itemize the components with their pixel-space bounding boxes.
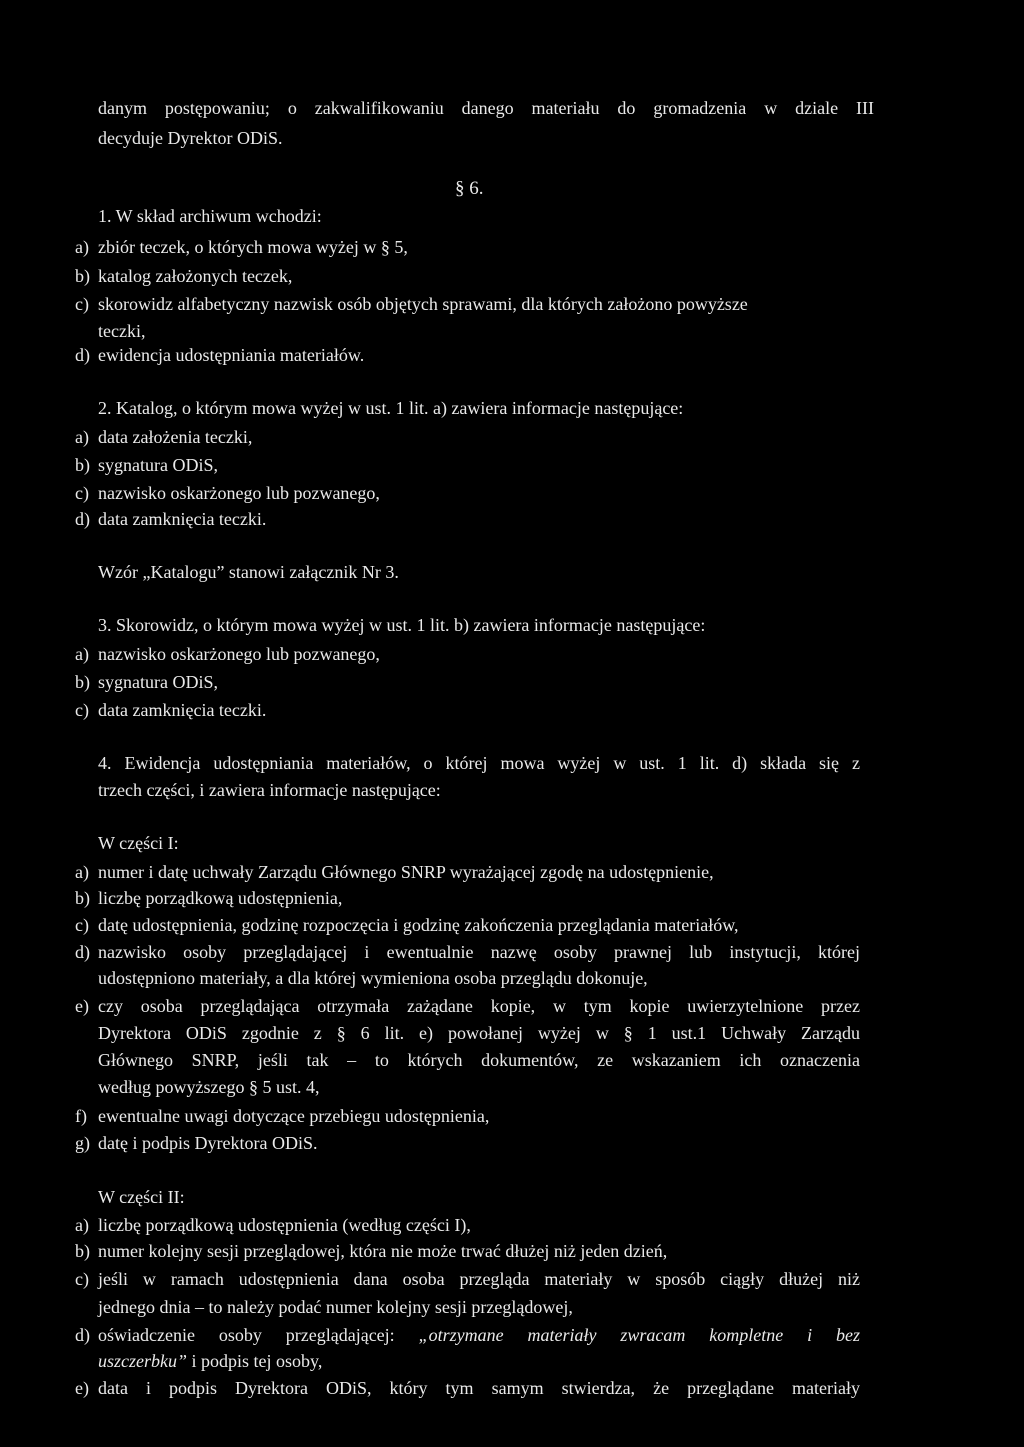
part2-item-c-line-2: jednego dnia – to należy podać numer kolejny sesji przeglądowej,	[98, 1297, 573, 1317]
part1-item-e-line-2: Dyrektora ODiS zgodnie z § 6 lit. e) powołanej wyżej w § 1 ust.1 Uchwały Zarządu	[98, 1023, 860, 1043]
part2-item-c-label: c)	[75, 1269, 89, 1289]
part2-item-a-text: liczbę porządkową udostępnienia (według części I),	[98, 1215, 471, 1235]
p2-item-b-label: b)	[75, 455, 90, 475]
part2-item-a-label: a)	[75, 1215, 89, 1235]
p2-item-c-text: nazwisko oskarżonego lub pozwanego,	[98, 483, 380, 503]
part1-item-e-line-4: według powyższego § 5 ust. 4,	[98, 1077, 320, 1097]
part2-item-d-quote-start: „otrzymane materiały zwracam kompletne i bez	[418, 1325, 861, 1345]
part2-item-d-rest: i podpis tej osoby,	[187, 1351, 323, 1371]
part2-item-b-text: numer kolejny sesji przeglądowej, która nie może trwać dłużej niż jeden dzień,	[98, 1241, 668, 1261]
part1-heading: W części I:	[98, 833, 179, 853]
part2-item-c-line-1: jeśli w ramach udostępnienia dana osoba przegląda materiały w sposób ciągły dłużej niż	[98, 1269, 860, 1289]
part2-item-d-prefix: oświadczenie osoby przeglądającej:	[98, 1325, 419, 1345]
p3-item-a-text: nazwisko oskarżonego lub pozwanego,	[98, 644, 380, 664]
p2-item-c-label: c)	[75, 483, 89, 503]
p1-item-d-label: d)	[75, 345, 90, 365]
p4-intro-line-1: 4. Ewidencja udostępniania materiałów, o której mowa wyżej w ust. 1 lit. d) składa się z	[98, 753, 860, 773]
part2-item-d-line-1	[98, 1324, 860, 1346]
part2-item-e-text: data i podpis Dyrektora ODiS, który tym samym stwierdza, że przeglądane materiały	[98, 1378, 860, 1398]
p1-item-b-text: katalog założonych teczek,	[98, 266, 293, 286]
p1-item-c-text-cont: teczki,	[98, 321, 146, 341]
p1-intro: 1. W skład archiwum wchodzi:	[98, 206, 322, 226]
part2-item-d-quote-end: uszczerbku”	[98, 1351, 187, 1371]
part1-item-d-line-1: nazwisko osoby przeglądającej i ewentualnie nazwę osoby prawnej lub instytucji, której	[98, 942, 860, 962]
part2-item-e-label: e)	[75, 1378, 89, 1398]
p2-item-d-text: data zamknięcia teczki.	[98, 509, 267, 529]
p3-item-c-text: data zamknięcia teczki.	[98, 700, 267, 720]
part1-item-g-label: g)	[75, 1133, 90, 1153]
p1-item-c-text: skorowidz alfabetyczny nazwisk osób objętych sprawami, dla których założono powyższe	[98, 294, 748, 314]
part2-item-d-line-2	[98, 1350, 322, 1372]
p2-item-a-text: data założenia teczki,	[98, 427, 253, 447]
part1-item-e-label: e)	[75, 996, 89, 1016]
intro-line-1: danym postępowaniu; o zakwalifikowaniu danego materiału do gromadzenia w dziale III	[98, 98, 874, 118]
p3-intro: 3. Skorowidz, o którym mowa wyżej w ust. 1 lit. b) zawiera informacje następujące:	[98, 615, 706, 635]
part1-item-c-text: datę udostępnienia, godzinę rozpoczęcia i godzinę zakończenia przeglądania materiałów,	[98, 915, 739, 935]
part1-item-f-label: f)	[75, 1106, 87, 1126]
part1-item-b-text: liczbę porządkową udostępnienia,	[98, 888, 343, 908]
section-heading: § 6.	[455, 178, 484, 199]
part2-heading: W części II:	[98, 1187, 185, 1207]
part1-item-a-text: numer i datę uchwały Zarządu Głównego SNRP wyrażającej zgodę na udostępnienie,	[98, 862, 714, 882]
p2-item-a-label: a)	[75, 427, 89, 447]
part2-item-b-label: b)	[75, 1241, 90, 1261]
p2-item-b-text: sygnatura ODiS,	[98, 455, 218, 475]
p3-item-a-label: a)	[75, 644, 89, 664]
part1-item-c-label: c)	[75, 915, 89, 935]
p1-item-a-text: zbiór teczek, o których mowa wyżej w § 5,	[98, 237, 408, 257]
p1-item-a-label: a)	[75, 237, 89, 257]
part1-item-d-label: d)	[75, 942, 90, 962]
intro-line-2: decyduje Dyrektor ODiS.	[98, 128, 283, 148]
part1-item-b-label: b)	[75, 888, 90, 908]
p3-item-b-text: sygnatura ODiS,	[98, 672, 218, 692]
part1-item-e-line-1: czy osoba przeglądająca otrzymała zażądane kopie, w tym kopie uwierzytelnione przez	[98, 996, 860, 1016]
p3-item-b-label: b)	[75, 672, 90, 692]
part1-item-a-label: a)	[75, 862, 89, 882]
part2-item-d-label: d)	[75, 1325, 90, 1345]
p1-item-d-text: ewidencja udostępniania materiałów.	[98, 345, 365, 365]
p2-item-d-label: d)	[75, 509, 90, 529]
p1-item-b-label: b)	[75, 266, 90, 286]
p1-item-c-label: c)	[75, 294, 89, 314]
p2-intro: 2. Katalog, o którym mowa wyżej w ust. 1 lit. a) zawiera informacje następujące:	[98, 398, 684, 418]
part1-item-d-line-2: udostępniono materiały, a dla której wymieniona osoba przeglądu dokonuje,	[98, 968, 648, 988]
part1-item-f-text: ewentualne uwagi dotyczące przebiegu udostępnienia,	[98, 1106, 490, 1126]
p2-note: Wzór „Katalogu” stanowi załącznik Nr 3.	[98, 562, 399, 582]
p3-item-c-label: c)	[75, 700, 89, 720]
p4-intro-line-2: trzech części, i zawiera informacje następujące:	[98, 780, 441, 800]
part1-item-e-line-3: Głównego SNRP, jeśli tak – to których dokumentów, ze wskazaniem ich oznaczenia	[98, 1050, 860, 1070]
part1-item-g-text: datę i podpis Dyrektora ODiS.	[98, 1133, 318, 1153]
